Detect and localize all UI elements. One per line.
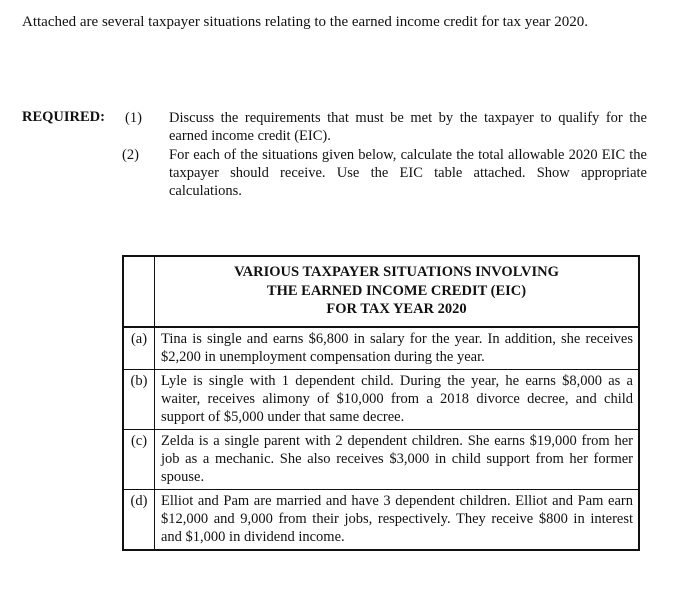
row-label: (d): [123, 489, 155, 550]
required-label: REQUIRED:: [22, 109, 105, 125]
table-title: [155, 256, 640, 327]
table-row: [123, 429, 639, 489]
row-label: (b): [123, 369, 155, 429]
header-blank-cell: [123, 256, 155, 327]
table-title-line: THE EARNED INCOME CREDIT (EIC): [266, 282, 527, 299]
row-text: Zelda is a single parent with 2 dependent children. She earns $19,000 from her job as a mechanic. She also receives $3,000 in child support from her former spouse.: [155, 429, 640, 489]
row-text: Lyle is single with 1 dependent child. During the year, he earns $8,000 as a waiter, receives alimony of $10,000 from a 2018 divorce decree, and child support of $5,000 under that same decree.: [155, 369, 640, 429]
required-item-number: (2): [122, 147, 139, 163]
table-title-line: FOR TAX YEAR 2020: [326, 301, 467, 317]
row-label: (c): [123, 429, 155, 489]
table-title-line: VARIOUS TAXPAYER SITUATIONS INVOLVING: [234, 264, 559, 280]
required-item-text: Discuss the requirements that must be met by the taxpayer to qualify for the earned income credit (EIC).: [169, 110, 647, 144]
row-label: (a): [123, 327, 155, 370]
required-item-number: (1): [125, 110, 142, 126]
table-row: [123, 327, 639, 370]
table-row: [123, 489, 639, 550]
row-text: Tina is single and earns $6,800 in salary for the year. In addition, she receives $2,200 in unemployment compensation during the year.: [155, 327, 640, 370]
table-header-row: [123, 256, 639, 327]
row-text: Elliot and Pam are married and have 3 dependent children. Elliot and Pam earn $12,000 and 9,000 from their jobs, respectively. They receive $800 in interest and $1,000 in dividend income.: [155, 489, 640, 550]
table-row: [123, 369, 639, 429]
intro-paragraph: Attached are several taxpayer situations relating to the earned income credit for tax year 2020.: [22, 14, 589, 30]
situations-table: [122, 255, 640, 551]
required-item-text: For each of the situations given below, calculate the total allowable 2020 EIC the taxpayer should receive. Use the EIC table attached. Show appropriate calculations.: [169, 147, 647, 199]
